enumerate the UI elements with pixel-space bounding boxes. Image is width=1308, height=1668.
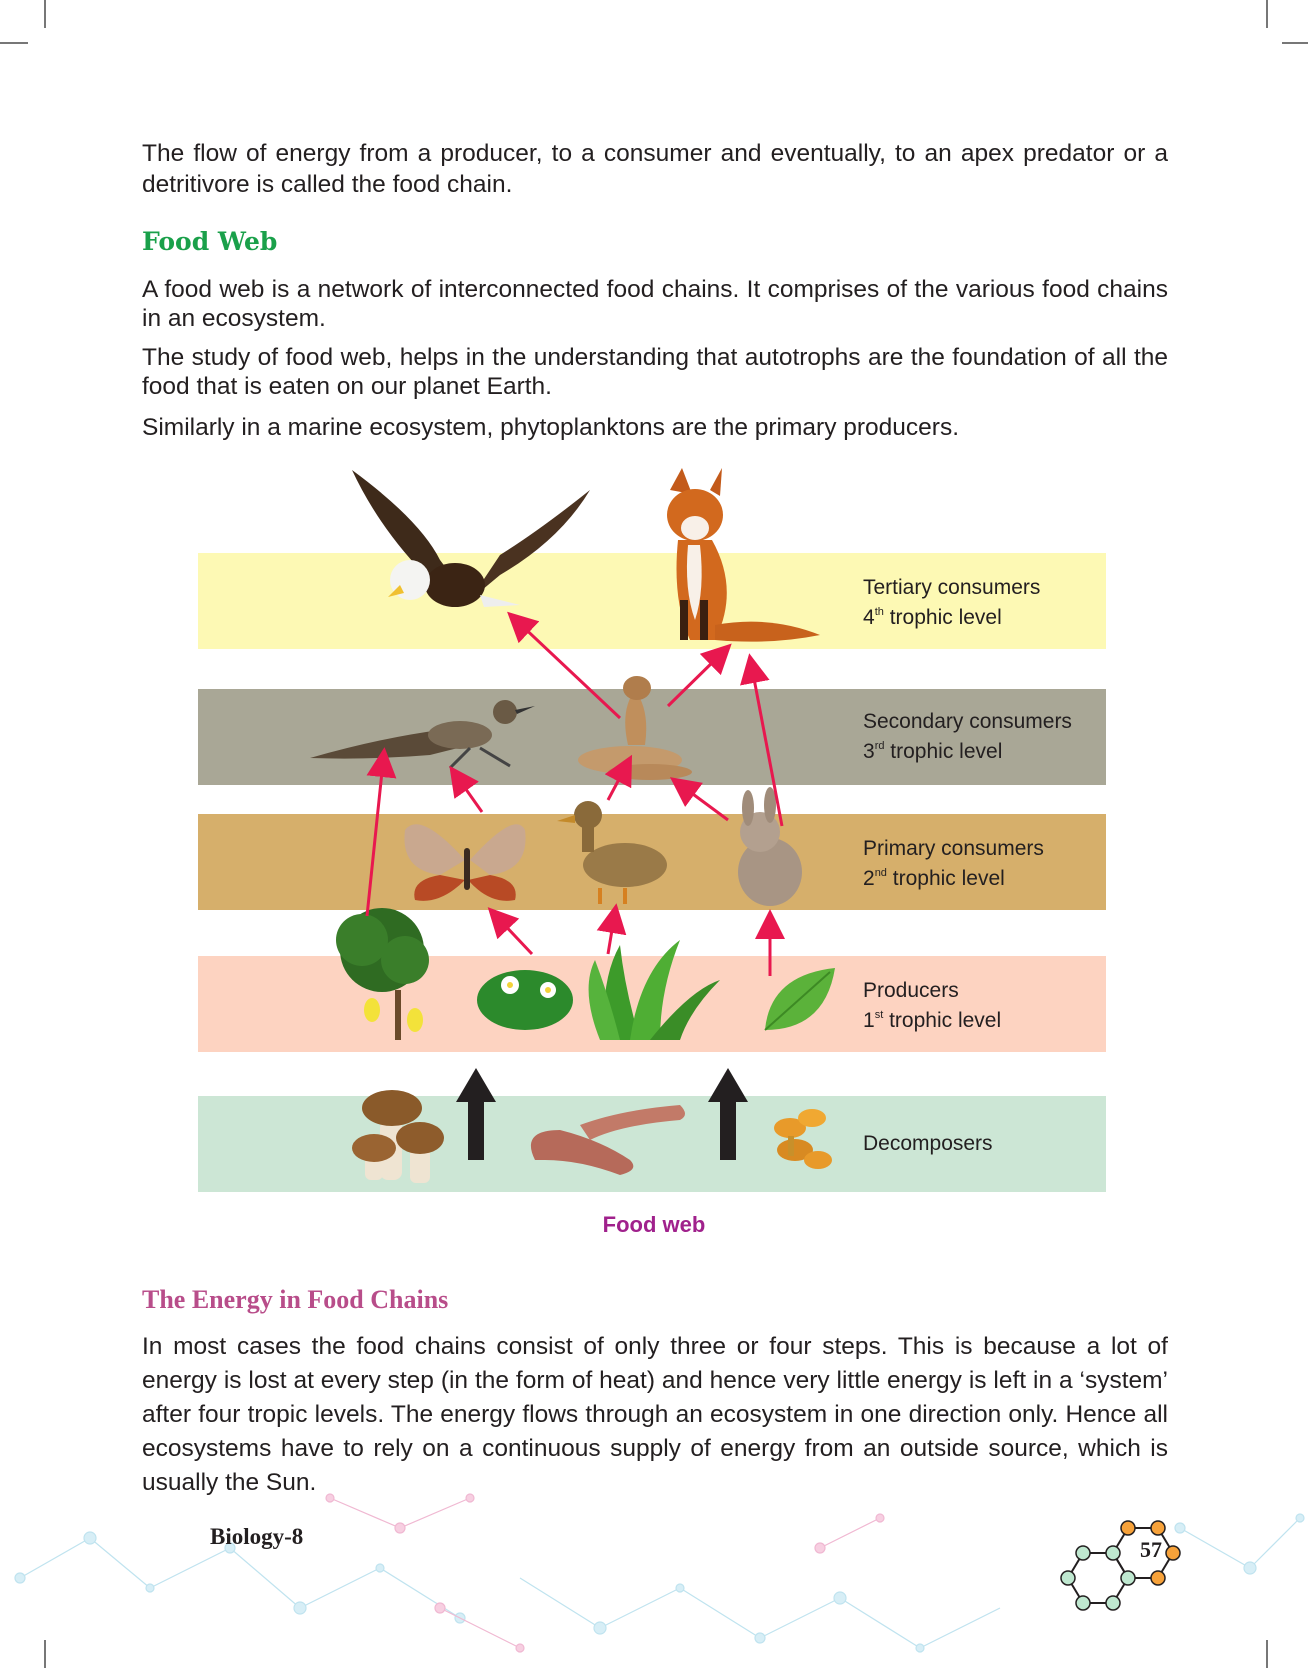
food-web-arrows xyxy=(367,622,782,976)
tertiary-name: Tertiary consumers xyxy=(863,576,1041,599)
page-number-badge xyxy=(1058,1508,1198,1628)
tertiary-ordinal: 4 xyxy=(863,606,875,629)
producers-level-text: trophic level xyxy=(883,1009,1002,1032)
producers-name: Producers xyxy=(863,979,959,1002)
tertiary-level-text: trophic level xyxy=(883,606,1002,629)
fungi xyxy=(774,1109,832,1169)
figure-caption: Food web xyxy=(602,1212,706,1237)
butterfly xyxy=(404,824,525,901)
secondary-ordinal: 3 xyxy=(863,740,875,763)
decomposer-arrow-left xyxy=(456,1068,496,1160)
secondary-level-text: trophic level xyxy=(884,740,1003,763)
cobra xyxy=(578,676,692,780)
decomposer-arrow-right xyxy=(708,1068,748,1160)
lemon-tree xyxy=(336,908,429,1040)
primary-name: Primary consumers xyxy=(863,837,1044,860)
mushrooms xyxy=(352,1090,444,1183)
energy-paragraph: In most cases the food chains consist of only three or four steps. This is because a lot of energy is lost at every step (in the form of heat) and hence very little energy is left in a ‘system’ after four tropic levels. The energy flows through an ecosystem in one direction only. Hence all ecosystems have to rely on a continuous supply of energy from an outside source, which is usually the Sun. xyxy=(142,1333,1168,1496)
intro-paragraph: The flow of energy from a producer, to a consumer and eventually, to an apex predator or a detritivore is called the food chain. xyxy=(142,140,1168,198)
secondary-ordinal-suffix: rd xyxy=(874,740,885,752)
roadrunner xyxy=(310,700,535,768)
primary-level-text: trophic level xyxy=(886,867,1005,890)
food-web-paragraph-3: Similarly in a marine ecosystem, phytoplanktons are the primary producers. xyxy=(142,414,960,441)
page-number: 57 xyxy=(1140,1537,1162,1562)
strawberry-plant xyxy=(477,970,573,1030)
food-web-heading: Food Web xyxy=(142,227,278,256)
rabbit xyxy=(738,787,802,906)
producers-ordinal: 1 xyxy=(863,1009,875,1032)
duck xyxy=(557,801,667,904)
grass xyxy=(589,940,720,1040)
fox xyxy=(667,468,820,642)
secondary-name: Secondary consumers xyxy=(863,710,1072,733)
primary-ordinal: 2 xyxy=(863,867,875,890)
energy-heading: The Energy in Food Chains xyxy=(142,1285,449,1314)
eagle xyxy=(352,470,590,607)
food-web-paragraph-2: The study of food web, helps in the understanding that autotrophs are the foundation of all the food that is eaten on our planet Earth. xyxy=(142,344,1168,400)
producers-ordinal-suffix: st xyxy=(874,1009,884,1021)
tertiary-ordinal-suffix: th xyxy=(874,606,884,618)
decomposers-name: Decomposers xyxy=(863,1132,993,1155)
primary-ordinal-suffix: nd xyxy=(874,867,887,879)
book-title: Biology-8 xyxy=(210,1524,304,1549)
leaf xyxy=(765,968,835,1030)
earthworm xyxy=(531,1105,685,1175)
food-web-paragraph-1: A food web is a network of interconnected food chains. It comprises of the various food chains in an ecosystem. xyxy=(142,276,1168,332)
